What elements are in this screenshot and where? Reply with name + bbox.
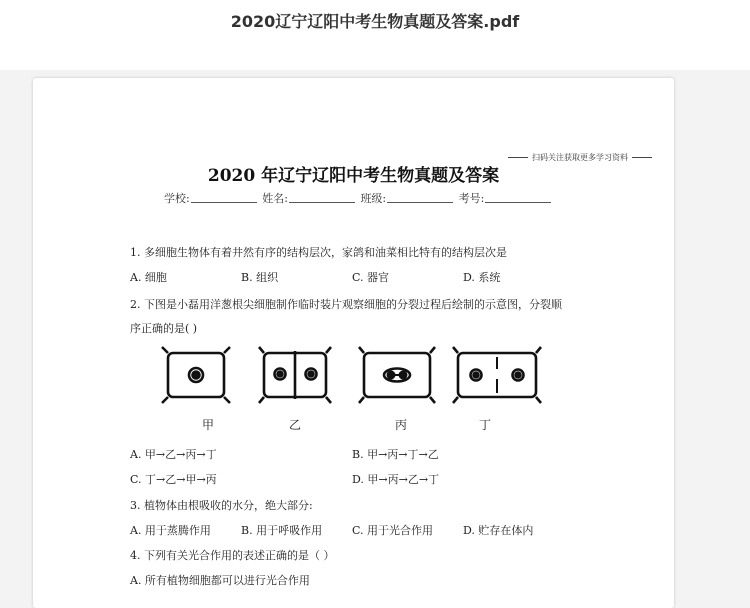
class-label: 班级: xyxy=(360,192,387,205)
question-2-line-2: 序正确的是( ) xyxy=(130,322,198,335)
pdf-page xyxy=(33,78,674,608)
school-blank xyxy=(191,192,257,203)
q2-option-d: D. 甲→丙→乙→丁 xyxy=(352,473,440,486)
document-title: 2020 年辽宁辽阳中考生物真题及答案 xyxy=(207,166,500,186)
q3-option-a: A. 用于蒸腾作用 xyxy=(130,524,211,537)
figure-label-bing: 丙 xyxy=(395,418,408,432)
q3-option-b: B. 用于呼吸作用 xyxy=(241,524,323,537)
q3-option-d: D. 贮存在体内 xyxy=(463,524,534,537)
divider xyxy=(508,157,528,158)
cell-bing xyxy=(359,347,435,403)
figure-label-jia: 甲 xyxy=(202,418,215,432)
q4-option-a: A. 所有植物细胞都可以进行光合作用 xyxy=(130,574,310,587)
cell-division-diagram xyxy=(158,345,548,407)
school-label: 学校: xyxy=(164,192,190,205)
cell-ding xyxy=(453,347,541,403)
q1-option-c: C. 器官 xyxy=(352,271,390,284)
file-title: 2020辽宁辽阳中考生物真题及答案.pdf xyxy=(230,12,520,31)
student-info-fields xyxy=(164,190,553,206)
cell-jia xyxy=(162,347,230,403)
exam-no-label: 考号: xyxy=(458,192,485,205)
question-4: 4. 下列有关光合作用的表述正确的是（ ） xyxy=(130,549,335,562)
q1-option-d: D. 系统 xyxy=(463,271,501,284)
exam-no-blank xyxy=(485,192,551,203)
class-blank xyxy=(387,192,453,203)
q2-option-a: A. 甲→乙→丙→丁 xyxy=(130,448,217,461)
question-3: 3. 植物体由根吸收的水分，绝大部分: xyxy=(130,499,313,512)
divider xyxy=(632,157,652,158)
question-1: 1. 多细胞生物体有着井然有序的结构层次，家鸽和油菜相比特有的结构层次是 xyxy=(130,246,507,259)
q2-option-c: C. 丁→乙→甲→丙 xyxy=(130,473,217,486)
name-label: 姓名: xyxy=(262,192,288,205)
viewer-header xyxy=(0,0,750,70)
name-blank xyxy=(289,192,355,203)
q1-option-a: A. 细胞 xyxy=(130,271,167,284)
q2-option-b: B. 甲→丙→丁→乙 xyxy=(352,448,439,461)
figure-label-yi: 乙 xyxy=(289,418,302,432)
question-2-line-1: 2. 下图是小磊用洋葱根尖细胞制作临时装片观察细胞的分裂过程后绘制的示意图，分裂顺 xyxy=(130,298,562,311)
q3-option-c: C. 用于光合作用 xyxy=(352,524,434,537)
q1-option-b: B. 组织 xyxy=(241,271,279,284)
cell-yi xyxy=(259,347,331,403)
scan-note-text: 扫码关注获取更多学习资料 xyxy=(532,153,628,162)
figure-label-ding: 丁 xyxy=(479,418,492,432)
